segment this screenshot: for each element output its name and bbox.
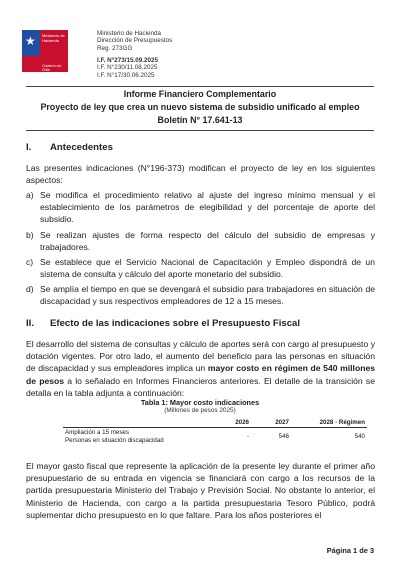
column-header: 2026 [235, 418, 249, 426]
table-cell: - [246, 432, 249, 440]
ministry-name: Ministerio de Hacienda [97, 30, 162, 37]
government-logo [22, 30, 68, 72]
report-ref-2: I.F. N°17/30.06.2025 [97, 71, 155, 79]
cost-table [63, 417, 367, 444]
registry-number: Reg. 273GG [97, 44, 133, 52]
page-number: Página 1 de 3 [326, 546, 374, 555]
table-row: Ampliación a 15 meses - 546 540 [63, 428, 367, 437]
section-2-paragraph-2: El mayor gasto fiscal que represente la aplicación de la presente ley durante el primer año presupuestario de su entrada en vigencia se financiará con cargo a los recursos de la partida presupuestaria Ministerio del Trabajo y Previsión Social. No obstante lo anterior, el Ministerio de Hacienda, con cargo a la partida presupuestaria Tesoro Público, podrá suplementar dicho presupuesto en lo que faltare. Para los años posteriores el [26, 461, 375, 520]
logo-text: Ministerio de Hacienda [42, 33, 65, 43]
table-cell: 546 [278, 432, 289, 440]
list-item: c) Se establece que el Servicio Nacional de Capacitación y Empleo dispondrá de un sistema de consulta y cálculo del aporte monetario del subsidio. [26, 257, 375, 280]
title-rule-top [26, 86, 374, 87]
direction-name: Dirección de Presupuestos [97, 37, 173, 45]
list-item: b) Se realizan ajustes de forma respecto del cálculo del subsidio de empresas y trabajadores. [26, 230, 375, 253]
document-subject: Proyecto de ley que crea un nuevo sistema de subsidio unificado al empleo [40, 102, 360, 112]
highlight-cost: mayor costo en régimen de 540 millones de pesos [26, 363, 376, 386]
column-header: 2028 - Régimen [319, 418, 365, 426]
table-row: Personas en situación discapacidad [65, 436, 164, 444]
document-title: Informe Financiero Complementario [123, 89, 277, 99]
title-rule-bottom [26, 130, 374, 131]
table-header-row [63, 417, 367, 428]
section-2-paragraph-1: El desarrollo del sistema de consultas y cálculo de aportes será con cargo al presupuesto y dotación vigentes. Por otro lado, el aumento del beneficio para las personas en situación de discapacidad y sus empleadores implica un mayor costo en régimen de 540 millones de pesos a lo señalado en Informes Financieros anteriores. El detalle de la transición se detalla en la tabla adjunta a continuación: [26, 339, 376, 398]
star-icon: ★ [25, 34, 36, 48]
logo-subtext: Gobierno de Chile [42, 64, 62, 72]
report-ref-1: I.F. N°230/11.08.2025 [97, 64, 158, 72]
column-header: 2027 [275, 418, 289, 426]
bulletin-number: Boletín N° 17.641-13 [157, 115, 243, 125]
table-caption: Tabla 1: Mayor costo indicaciones (Millones de pesos 2025) [140, 398, 260, 414]
section-1-heading: I. Antecedentes [26, 142, 113, 153]
section-1-intro: Las presentes indicaciones (N°196-373) modifican el proyecto de ley en los siguientes aspectos: [26, 163, 375, 186]
issuer-block [97, 30, 172, 52]
report-references [97, 57, 158, 79]
list-item: a) Se modifica el procedimiento relativo al ajuste del ingreso mínimo mensual y el establecimiento de los parámetros de elegibilidad y del porcentaje de aporte del subsidio. [26, 190, 375, 225]
section-2-heading: II. Efecto de las indicaciones sobre el Presupuesto Fiscal [26, 318, 301, 329]
list-item: d) Se amplía el tiempo en que se devengará el subsidio para trabajadores en situación de discapacidad y sus respectivos empleadores de 12 a 15 meses. [26, 284, 375, 307]
report-id: I.F. N°273/15.09.2025 [97, 57, 158, 64]
table-cell: 540 [354, 432, 365, 440]
